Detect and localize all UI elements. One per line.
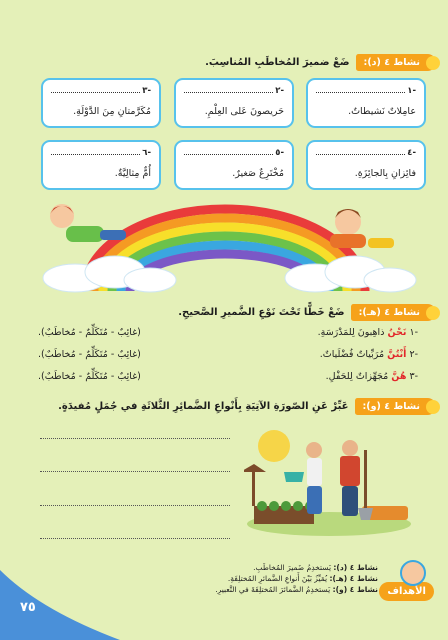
exercise-row-1: [38, 327, 418, 343]
answer-blank[interactable]: [316, 147, 405, 155]
answer-blank[interactable]: [184, 147, 273, 155]
answer-blank[interactable]: [316, 85, 405, 93]
box-number: -٤: [407, 148, 416, 158]
objective-1: [253, 563, 378, 572]
pronoun-choices[interactable]: (غائِبٌ - مُتَكَلِّمٌ - مُخاطَبٌ).: [38, 371, 141, 382]
pronoun-choices[interactable]: (غائِبٌ - مُتَكَلِّمٌ - مُخاطَبٌ).: [38, 349, 141, 360]
objective-3: [215, 585, 378, 594]
objective-tag: نشاط ٤ (د):: [333, 563, 378, 572]
rainbow-illustration: [30, 196, 420, 296]
writing-line-3[interactable]: [40, 505, 230, 506]
activity-w-heading: [58, 396, 436, 416]
objectives-label: الأهداف: [379, 582, 434, 601]
answer-box-2[interactable]: [174, 78, 294, 128]
farmers-illustration: [244, 420, 414, 538]
answer-box-4[interactable]: [306, 140, 426, 190]
pronoun-choices[interactable]: (غائِبٌ - مُتَكَلِّمٌ - مُخاطَبٌ).: [38, 327, 141, 338]
box-example: أُمٌّ مِثالِيَّةٌ.: [114, 168, 151, 179]
objective-text: يُمَيِّزُ بَيْنَ أَنواعِ الضَّمائرِ المُختلِفَةِ.: [227, 574, 330, 583]
sentence-rest: مُجَهِّزاتٌ لِلحَفْلِ.: [325, 371, 392, 382]
objective-text: يَستخدِمُ الضَّمائرَ المُختلِفَةَ في التَّعبيرِ.: [215, 585, 333, 594]
writing-line-2[interactable]: [40, 471, 230, 472]
activity-d-heading: [205, 52, 436, 72]
answer-blank[interactable]: [51, 147, 140, 155]
answer-box-5[interactable]: [174, 140, 294, 190]
answer-box-6[interactable]: [41, 140, 161, 190]
box-number: -١: [407, 86, 416, 96]
activity-h-heading: [178, 302, 436, 322]
answer-box-3[interactable]: [41, 78, 161, 128]
page-corner: [0, 570, 120, 640]
writing-line-4[interactable]: [40, 538, 230, 539]
activity-w-title: عَبِّرْ عَنِ الصّورَةِ الآتِيَةِ بِأَنْواعِ الضَّمائِرِ الثَّلاثَةِ في جُمَلٍ مُفيدَةٍ.: [58, 400, 349, 412]
box-number: -٦: [142, 148, 151, 158]
writing-line-1[interactable]: [40, 438, 230, 439]
box-example: فائِزانِ بِالجائِزَةِ.: [354, 168, 416, 179]
activity-h-title: ضَعْ خَطًّا تَحْتَ نَوْعِ الضَّميرِ الصَّحيحِ.: [178, 306, 345, 318]
exercise-row-3: [38, 371, 418, 387]
pronoun-word: نَحْنُ: [387, 327, 407, 338]
pronoun-word: أَنْتُنَّ: [387, 349, 407, 360]
activity-h-badge: نشاط ٤ (هـ):: [351, 304, 436, 321]
box-number: -٢: [275, 86, 284, 96]
activity-d-badge: نشاط ٤ (د):: [356, 54, 436, 71]
answer-box-1[interactable]: [306, 78, 426, 128]
objective-tag: نشاط ٤ (هـ):: [329, 574, 378, 583]
activity-d-title: ضَعْ ضميرَ المُخاطَبِ المُناسِبَ.: [205, 56, 350, 68]
sentence: [326, 371, 418, 387]
answer-blank[interactable]: [51, 85, 140, 93]
girl-figure: [50, 204, 126, 242]
objective-text: يَستخدِمُ ضَميرَ المُخاطَبِ.: [253, 563, 334, 572]
activity-w-badge: نشاط ٤ (و):: [355, 398, 437, 415]
page-number: ٧٥: [20, 600, 36, 615]
sentence-rest: مُرَبِّياتٌ فُضْلَياتٌ.: [319, 349, 388, 360]
exercise-row-2: [38, 349, 418, 365]
row-number: -٣: [409, 371, 418, 382]
box-number: -٣: [142, 86, 151, 96]
box-example: مُخْتَرِعٌ صَغيرٌ.: [232, 168, 284, 179]
row-number: -٢: [409, 349, 418, 360]
box-example: عامِلاتٌ نَشيطاتٌ.: [348, 106, 416, 117]
sentence-rest: ذاهِبونَ لِلمَدْرَسَةِ.: [317, 327, 388, 338]
answer-blank[interactable]: [184, 85, 273, 93]
sentence: [320, 349, 418, 365]
objective-tag: نشاط ٤ (و):: [332, 585, 378, 594]
boy-figure: [330, 209, 394, 248]
objective-2: [228, 574, 378, 583]
row-number: -١: [409, 327, 418, 338]
objectives-mascot-icon: [400, 560, 426, 586]
sentence: [318, 327, 418, 343]
pronoun-word: هُنَّ: [391, 371, 407, 382]
box-number: -٥: [275, 148, 284, 158]
box-example: حَريصونَ عَلى العِلْمِ.: [204, 106, 284, 117]
box-example: مُكَرَّمتانِ مِنَ الدَّوْلَةِ.: [73, 106, 151, 117]
